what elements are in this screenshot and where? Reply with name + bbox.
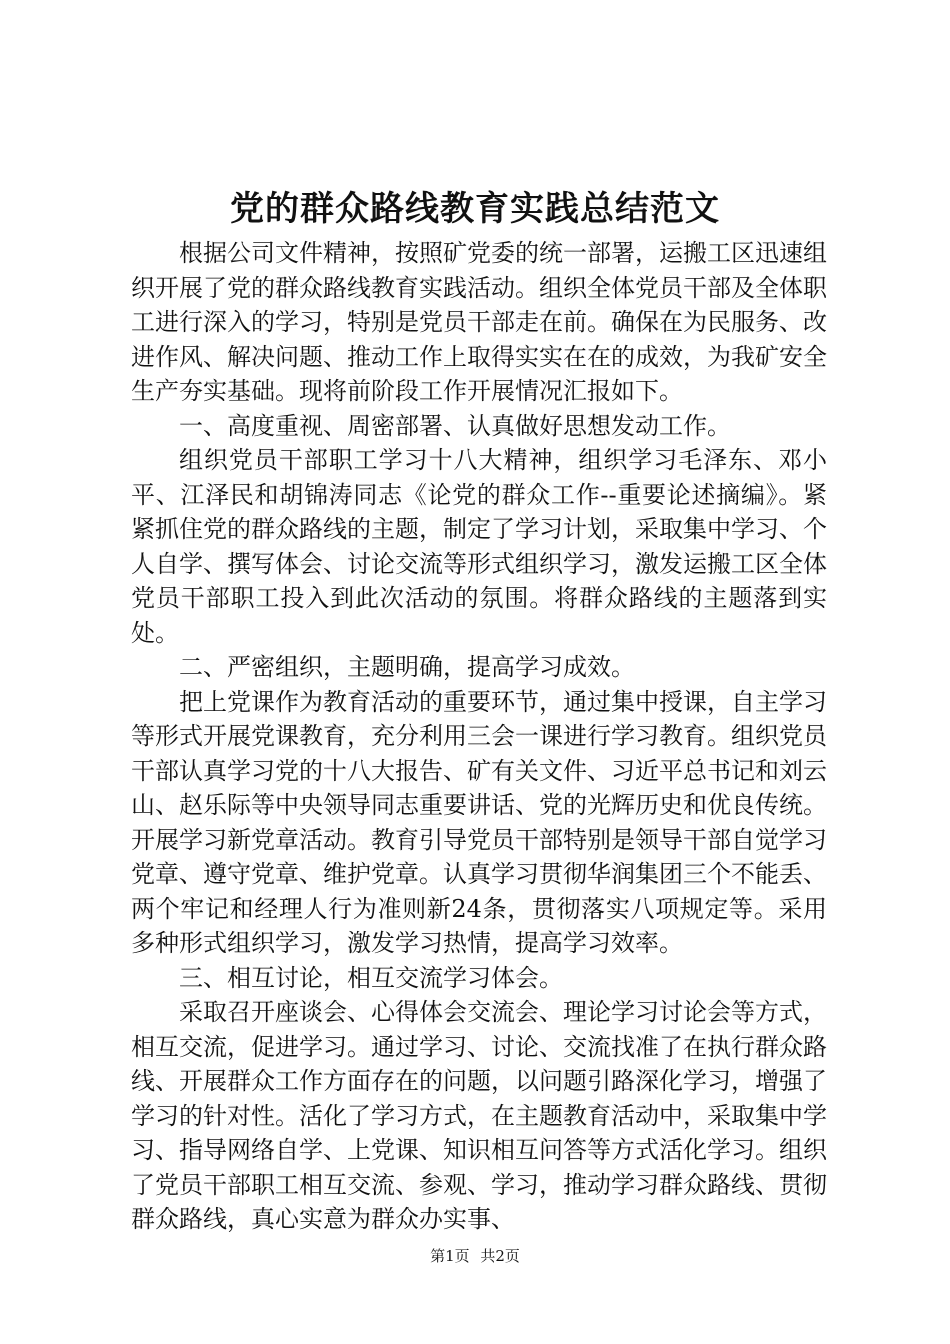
paragraph-intro: 根据公司文件精神，按照矿党委的统一部署，运搬工区迅速组织开展了党的群众路线教育实践活动。组织全体党员干部及全体职工进行深入的学习，特别是党员干部走在前。确保在为民服务、改进作风、解决问题、推动工作上取得实实在在的成效，为我矿安全生产夯实基础。现将前阶段工作开展情况汇报如下。 [131, 239, 827, 405]
section-heading-1: 一、高度重视、周密部署、认真做好思想发动工作。 [179, 411, 731, 440]
paragraph-section-3: 采取召开座谈会、心得体会交流会、理论学习讨论会等方式，相互交流，促进学习。通过学习、讨论、交流找准了在执行群众路线、开展群众工作方面存在的问题，以问题引路深化学习，增强了学习的针对性。活化了学习方式，在主题教育活动中，采取集中学习、指导网络自学、上党课、知识相互问答等方式活化学习。组织了党员干部职工相互交流、参观、学习，推动学习群众路线、贯彻群众路线，真心实意为群众办实事、 [131, 998, 827, 1233]
paragraph-section-2: 把上党课作为教育活动的重要环节，通过集中授课，自主学习等形式开展党课教育，充分利用三会一课进行学习教育。组织党员干部认真学习党的十八大报告、矿有关文件、习近平总书记和刘云山、赵乐际等中央领导同志重要讲话、党的光辉历史和优良传统。开展学习新党章活动。教育引导党员干部特别是领导干部自觉学习党章、遵守党章、维护党章。认真学习贯彻华润集团三个不能丢、两个牢记和经理人行为准则新24条，贯彻落实八项规定等。采用多种形式组织学习，激发学习热情，提高学习效率。 [131, 687, 827, 957]
page-footer [0, 1246, 950, 1266]
paragraph-section-1: 组织党员干部职工学习十八大精神，组织学习毛泽东、邓小平、江泽民和胡锦涛同志《论党的群众工作--重要论述摘编》。紧紧抓住党的群众路线的主题，制定了学习计划，采取集中学习、个人自学、撰写体会、讨论交流等形式组织学习，激发运搬工区全体党员干部职工投入到此次活动的氛围。将群众路线的主题落到实处。 [131, 446, 827, 647]
page-number: 第1页 [430, 1247, 470, 1265]
section-heading-2: 二、严密组织，主题明确，提高学习成效。 [179, 653, 635, 681]
document-title: 党的群众路线教育实践总结范文 [230, 189, 720, 229]
document-body [131, 236, 827, 1237]
section-heading-3: 三、相互讨论，相互交流学习体会。 [179, 963, 563, 992]
page-total: 共2页 [480, 1247, 520, 1265]
